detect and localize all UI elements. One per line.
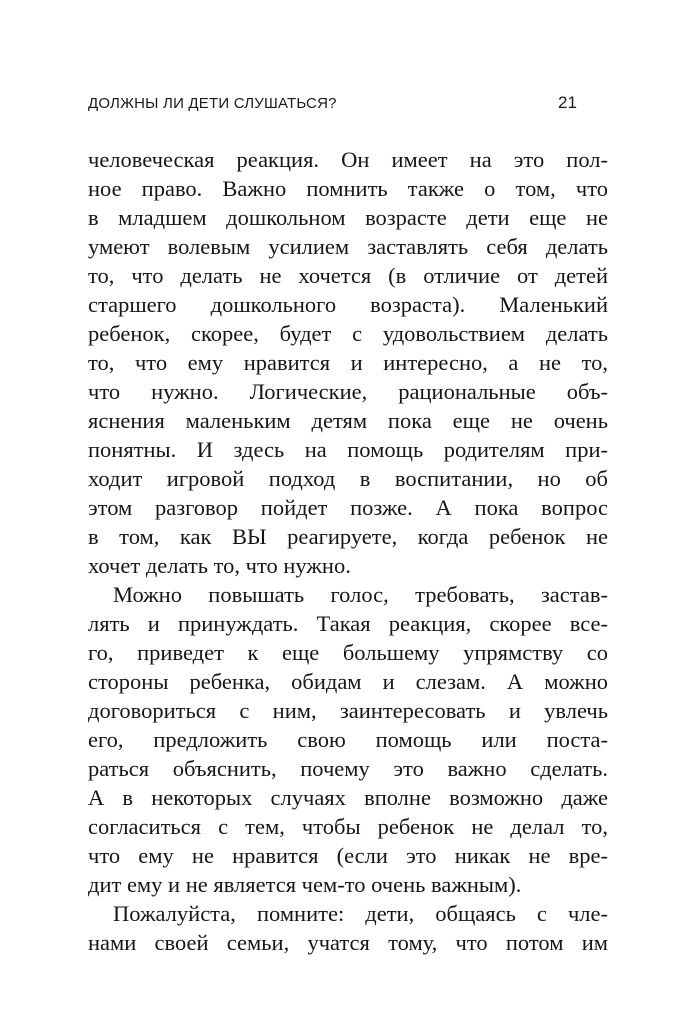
- paragraph-2: [88, 580, 608, 899]
- paragraph-1: [88, 145, 608, 580]
- paragraph-3: [88, 899, 608, 957]
- text-line: его, предложить свою помощь или поста-: [88, 727, 608, 752]
- text-line: яснения маленьким детям пока еще не очень: [88, 408, 608, 433]
- text-line: старшего дошкольного возраста). Маленький: [88, 292, 608, 317]
- text-line: хочет делать то, что нужно.: [88, 553, 351, 578]
- text-line: Можно повышать голос, требовать, застав-: [113, 582, 608, 607]
- text-line: Пожалуйста, помните: дети, общаясь с чле-: [113, 901, 608, 926]
- text-line: в том, как ВЫ реагируете, когда ребенок не: [88, 524, 608, 549]
- text-line: нами своей семьи, учатся тому, что потом им: [88, 930, 608, 955]
- text-line: ребенок, скорее, будет с удовольствием делать: [88, 321, 608, 346]
- text-line: согласиться с тем, чтобы ребенок не делал то,: [88, 814, 608, 839]
- body-text: [88, 145, 608, 957]
- text-line: что ему не нравится (если это никак не вре-: [88, 843, 608, 868]
- running-title: ДОЛЖНЫ ЛИ ДЕТИ СЛУШАТЬСЯ?: [88, 95, 337, 112]
- text-line: понятны. И здесь на помощь родителям при-: [88, 437, 608, 462]
- page-number: 21: [558, 93, 577, 112]
- text-line: го, приведет к еще большему упрямству со: [88, 640, 608, 665]
- text-line: человеческая реакция. Он имеет на это пол-: [88, 147, 608, 172]
- text-line: А в некоторых случаях вполне возможно даже: [88, 785, 608, 810]
- text-line: то, что делать не хочется (в отличие от детей: [88, 263, 608, 288]
- text-line: в младшем дошкольном возрасте дети еще не: [88, 205, 608, 230]
- text-line: раться объяснить, почему это важно сделать.: [88, 756, 608, 781]
- text-line: стороны ребенка, обидам и слезам. А можно: [88, 669, 608, 694]
- text-line: ное право. Важно помнить также о том, что: [88, 176, 608, 201]
- text-line: что нужно. Логические, рациональные объ-: [88, 379, 608, 404]
- text-line: дит ему и не является чем-то очень важным).: [88, 872, 522, 897]
- text-line: этом разговор пойдет позже. А пока вопрос: [88, 495, 608, 520]
- text-line: договориться с ним, заинтересовать и увлечь: [88, 698, 608, 723]
- text-line: умеют волевым усилием заставлять себя делать: [88, 234, 608, 259]
- text-line: лять и принуждать. Такая реакция, скорее все-: [88, 611, 608, 636]
- text-line: ходит игровой подход в воспитании, но об: [88, 466, 608, 491]
- text-line: то, что ему нравится и интересно, а не то,: [88, 350, 608, 375]
